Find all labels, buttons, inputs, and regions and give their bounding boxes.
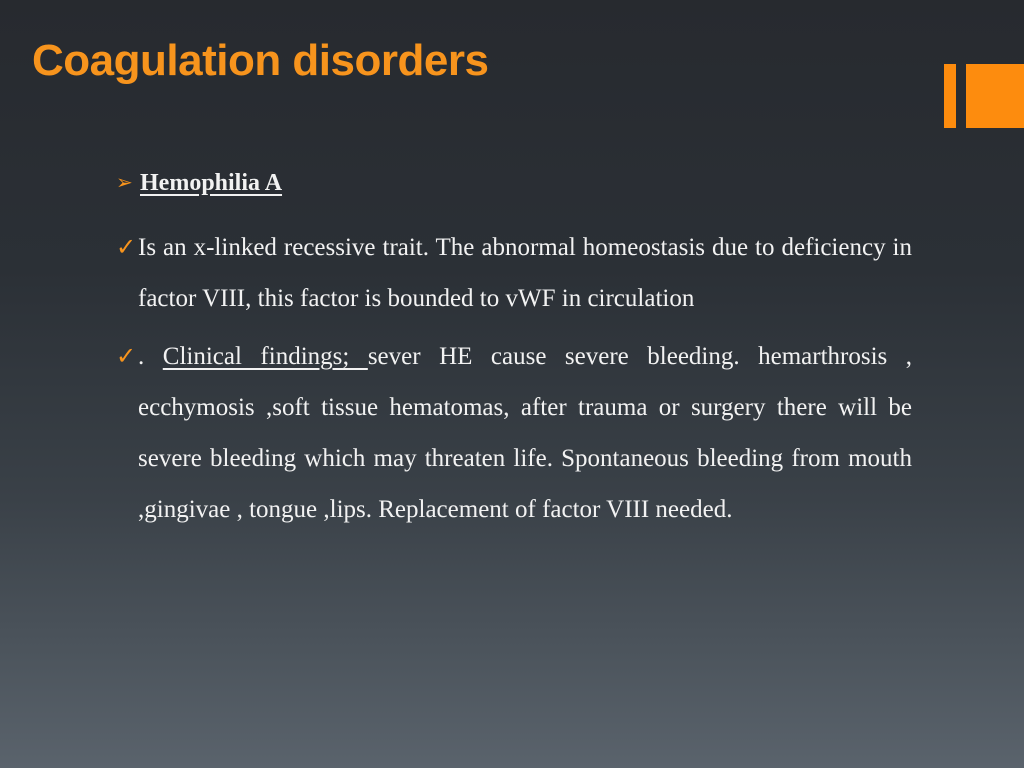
bullet-text: Is an x-linked recessive trait. The abnormal homeostasis due to deficiency in factor VIII, this factor is bounded to vWF in circulation: [138, 234, 912, 312]
heading-item: [116, 164, 912, 208]
bullet-prefix: .: [138, 343, 163, 370]
bullet-text: [138, 331, 912, 535]
clinical-findings-label: Clinical findings;: [162, 343, 368, 370]
accent-bar-wide: [966, 64, 1024, 128]
bullet-item: [116, 331, 912, 535]
checkmark-icon: ✓: [116, 233, 137, 261]
bullet-body: sever HE cause severe bleeding. hemarthrosis , ecchymosis ,soft tissue hematomas, after trauma or surgery there will be severe bleeding which may threaten life. Spontaneous bleeding from mouth ,gingivae , tongue ,lips. Replacement of factor VIII needed.: [138, 343, 913, 523]
slide-body: [116, 164, 912, 535]
arrow-bullet-icon: ➢: [116, 170, 133, 194]
section-heading: Hemophilia A: [140, 170, 283, 196]
slide-title: Coagulation disorders: [32, 36, 489, 85]
checkmark-icon: ✓: [116, 342, 137, 370]
bullet-item: [116, 222, 912, 324]
accent-bar-thin: [944, 64, 956, 128]
